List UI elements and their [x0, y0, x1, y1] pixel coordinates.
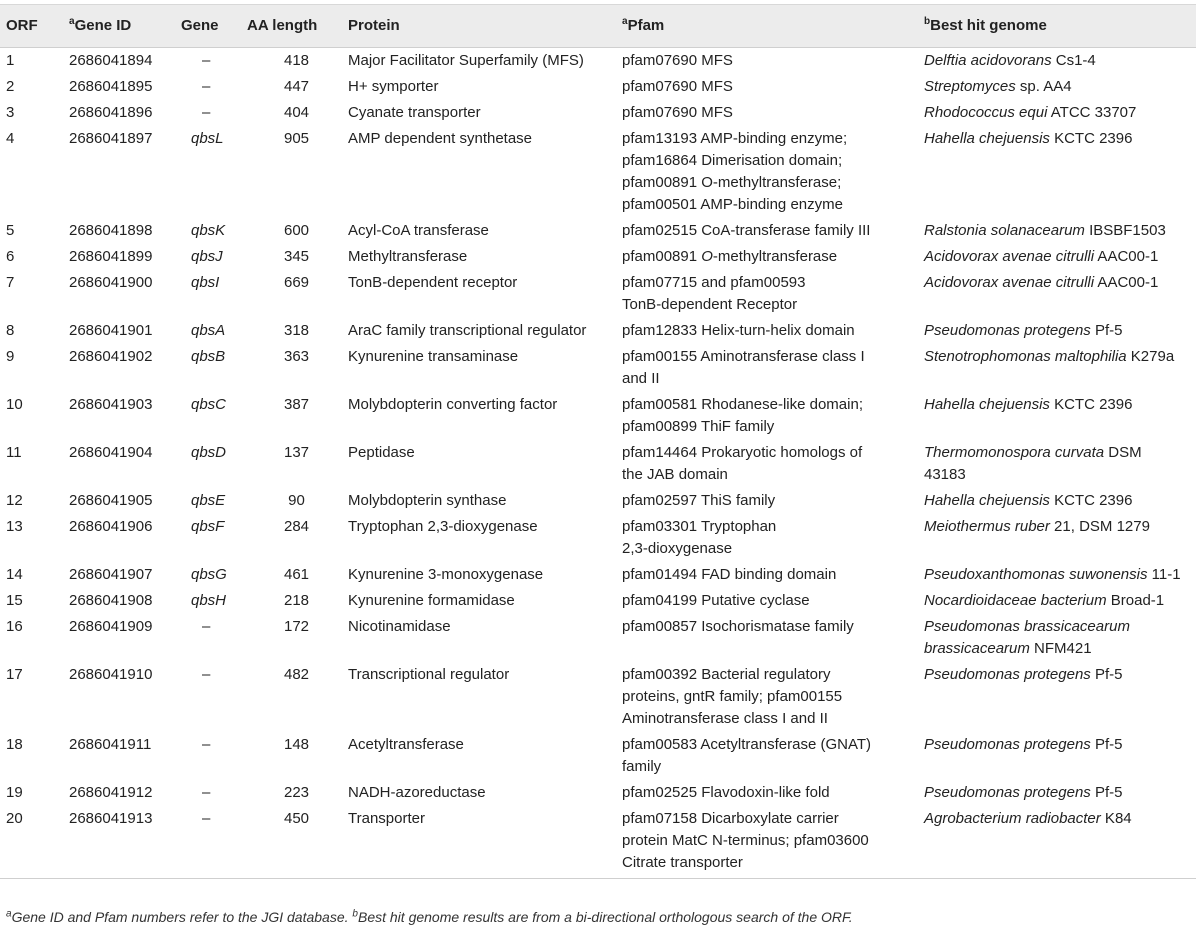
table-row: [0, 780, 1196, 806]
table-row: [0, 806, 1196, 879]
protein-cell: Peptidase: [348, 444, 415, 461]
pfam-line: family: [622, 758, 662, 775]
strain-name: sp. AA4: [1015, 78, 1072, 95]
best-hit-cell: [924, 780, 1196, 806]
gene-id-cell: 2686041894: [69, 52, 153, 69]
pfam-cell: [622, 126, 924, 218]
pfam-line: pfam00857 Isochorismatase family: [622, 618, 854, 635]
best-hit-line: [924, 50, 1196, 72]
gene-id-cell: 2686041898: [69, 222, 153, 239]
pfam-cell: [622, 270, 924, 318]
orf-cell: 15: [6, 592, 23, 609]
table-row: [0, 126, 1196, 218]
protein-cell: Transcriptional regulator: [348, 666, 510, 683]
pfam-line: pfam02515 CoA-transferase family III: [622, 222, 871, 239]
strain-name: K84: [1100, 810, 1132, 827]
best-hit-cell: [924, 732, 1196, 780]
protein-cell: Molybdopterin synthase: [348, 492, 507, 509]
protein-cell: Major Facilitator Superfamily (MFS): [348, 52, 584, 69]
best-hit-line: [924, 590, 1196, 612]
strain-name: KCTC 2396: [1049, 130, 1133, 147]
aa-length-cell: 284: [283, 518, 310, 535]
best-hit-line: [924, 464, 1196, 486]
gene-cell: qbsD: [191, 444, 227, 461]
gene-cell: –: [202, 784, 211, 801]
protein-cell: H+ symporter: [348, 78, 439, 95]
table-row: [0, 588, 1196, 614]
best-hit-cell: [924, 100, 1196, 126]
header-gene: [181, 5, 245, 48]
aa-length-cell: 905: [283, 130, 310, 147]
species-name: Hahella chejuensis: [924, 492, 1050, 509]
species-name: Pseudomonas brassicacearum: [924, 618, 1130, 635]
pfam-cell: [622, 662, 924, 732]
gene-cell: –: [202, 52, 211, 69]
footnote-b-text: Best hit genome results are from a bi-directional orthologous search of the ORF.: [357, 909, 853, 925]
pfam-cell: [622, 780, 924, 806]
best-hit-line: [924, 128, 1196, 150]
table-row: [0, 662, 1196, 732]
gene-id-cell: 2686041906: [69, 518, 153, 535]
best-hit-cell: [924, 392, 1196, 440]
gene-cell: –: [202, 618, 211, 635]
best-hit-line: [924, 394, 1196, 416]
table-row: [0, 218, 1196, 244]
protein-cell: AraC family transcriptional regulator: [348, 322, 587, 339]
aa-length-cell: 148: [283, 736, 310, 753]
orf-cell: 4: [6, 130, 15, 147]
strain-name: ATCC 33707: [1047, 104, 1137, 121]
header-aa-length: [245, 5, 348, 48]
aa-length-cell: 218: [283, 592, 310, 609]
best-hit-cell: [924, 244, 1196, 270]
gene-cell: –: [202, 78, 211, 95]
best-hit-line: [924, 490, 1196, 512]
orf-cell: 9: [6, 348, 15, 365]
header-protein: [348, 5, 622, 48]
table-row: [0, 48, 1196, 75]
table-row: [0, 392, 1196, 440]
footnote-marker-b: b: [352, 908, 358, 920]
table-row: [0, 614, 1196, 662]
best-hit-cell: [924, 218, 1196, 244]
strain-name: NFM421: [1029, 640, 1092, 657]
table-row: [0, 514, 1196, 562]
pfam-text: pfam00891: [622, 248, 702, 265]
best-hit-line: [924, 272, 1196, 294]
gene-cell: –: [202, 104, 211, 121]
best-hit-cell: [924, 126, 1196, 218]
species-name: Nocardioidaceae bacterium: [924, 592, 1107, 609]
pfam-cell: [622, 588, 924, 614]
best-hit-line: [924, 808, 1196, 830]
pfam-cell: [622, 218, 924, 244]
orf-cell: 10: [6, 396, 23, 413]
gene-id-cell: 2686041905: [69, 492, 153, 509]
header-orf-label: ORF: [6, 17, 38, 34]
pfam-line: pfam00581 Rhodanese-like domain;: [622, 396, 863, 413]
orf-cell: 3: [6, 104, 15, 121]
protein-cell: NADH-azoreductase: [348, 784, 486, 801]
strain-name: K279a: [1126, 348, 1175, 365]
strain-name: AAC00-1: [1094, 274, 1159, 291]
protein-cell: Cyanate transporter: [348, 104, 481, 121]
orf-cell: 8: [6, 322, 15, 339]
best-hit-line: [924, 102, 1196, 124]
protein-cell: Tryptophan 2,3-dioxygenase: [348, 518, 538, 535]
species-name: Ralstonia solanacearum: [924, 222, 1085, 239]
pfam-cell: [622, 806, 924, 879]
strain-name: Pf-5: [1090, 666, 1123, 683]
footnote-marker-a: a: [6, 908, 12, 920]
strain-name: Pf-5: [1090, 736, 1123, 753]
aa-length-cell: 600: [283, 222, 310, 239]
best-hit-line: [924, 246, 1196, 268]
protein-cell: Methyltransferase: [348, 248, 468, 265]
gene-cell: –: [202, 736, 211, 753]
pfam-line: pfam07715 and pfam00593: [622, 274, 806, 291]
strain-name: Cs1-4: [1051, 52, 1096, 69]
pfam-cell: [622, 100, 924, 126]
pfam-cell: [622, 344, 924, 392]
footnote-marker-a: a: [69, 16, 75, 27]
pfam-cell: [622, 392, 924, 440]
protein-cell: AMP dependent synthetase: [348, 130, 533, 147]
table-row: [0, 318, 1196, 344]
best-hit-cell: [924, 662, 1196, 732]
gene-cell: qbsL: [191, 130, 224, 147]
strain-name: KCTC 2396: [1049, 492, 1133, 509]
table-row: [0, 74, 1196, 100]
aa-length-cell: 223: [283, 784, 310, 801]
gene-id-cell: 2686041912: [69, 784, 153, 801]
best-hit-line: [924, 664, 1196, 686]
pfam-line: pfam03301 Tryptophan: [622, 518, 777, 535]
strain-name: 43183: [924, 466, 966, 483]
pfam-cell: [622, 318, 924, 344]
gene-id-cell: 2686041910: [69, 666, 153, 683]
gene-cell: qbsH: [191, 592, 227, 609]
gene-cell: qbsA: [191, 322, 226, 339]
gene-id-cell: 2686041897: [69, 130, 153, 147]
species-name: Hahella chejuensis: [924, 130, 1050, 147]
pfam-cell: [622, 562, 924, 588]
table-header: [0, 5, 1196, 48]
gene-cell: qbsI: [191, 274, 220, 291]
pfam-line: pfam02597 ThiS family: [622, 492, 776, 509]
pfam-text: -methyltransferase: [712, 248, 838, 265]
aa-length-cell: 172: [283, 618, 310, 635]
orf-cell: 16: [6, 618, 23, 635]
best-hit-cell: [924, 344, 1196, 392]
gene-cell: qbsE: [191, 492, 226, 509]
orf-cell: 12: [6, 492, 23, 509]
aa-length-cell: 447: [283, 78, 310, 95]
gene-cell: –: [202, 666, 211, 683]
best-hit-cell: [924, 514, 1196, 562]
pfam-line: and II: [622, 370, 660, 387]
protein-cell: Kynurenine formamidase: [348, 592, 515, 609]
protein-cell: Acyl-CoA transferase: [348, 222, 489, 239]
protein-cell: Transporter: [348, 806, 622, 879]
best-hit-cell: [924, 74, 1196, 100]
header-gene-label: Gene: [181, 17, 219, 34]
gene-cell: qbsC: [191, 396, 227, 413]
pfam-line: pfam00583 Acetyltransferase (GNAT): [622, 736, 871, 753]
best-hit-cell: [924, 318, 1196, 344]
aa-length-cell: 450: [245, 806, 348, 879]
species-name: Hahella chejuensis: [924, 396, 1050, 413]
pfam-text-italic: O: [701, 248, 713, 265]
best-hit-line: [924, 220, 1196, 242]
strain-name: KCTC 2396: [1049, 396, 1133, 413]
best-hit-line: [924, 616, 1196, 638]
footnote-marker-a: a: [622, 16, 628, 27]
gene-id-cell: 2686041907: [69, 566, 153, 583]
best-hit-line: [924, 516, 1196, 538]
aa-length-cell: 461: [283, 566, 310, 583]
aa-length-cell: 669: [283, 274, 310, 291]
pfam-line: pfam07690 MFS: [622, 52, 733, 69]
strain-name: IBSBF1503: [1084, 222, 1166, 239]
table-row: [0, 244, 1196, 270]
aa-length-cell: 404: [283, 104, 310, 121]
orf-cell: 14: [6, 566, 23, 583]
gene-id-cell: 2686041895: [69, 78, 153, 95]
gene-id-cell: 2686041901: [69, 322, 153, 339]
aa-length-cell: 137: [283, 444, 310, 461]
species-name: Agrobacterium radiobacter: [924, 810, 1101, 827]
pfam-line: TonB-dependent Receptor: [622, 296, 798, 313]
species-name: Pseudomonas protegens: [924, 784, 1091, 801]
protein-cell: Acetyltransferase: [348, 736, 464, 753]
orf-cell: 1: [6, 52, 15, 69]
pfam-line: 2,3-dioxygenase: [622, 540, 733, 557]
best-hit-line: [924, 442, 1196, 464]
footnote-marker-b: b: [924, 16, 931, 27]
species-name: Delftia acidovorans: [924, 52, 1052, 69]
best-hit-cell: [924, 614, 1196, 662]
pfam-line: pfam00155 Aminotransferase class I: [622, 348, 865, 365]
strain-name: AAC00-1: [1094, 248, 1159, 265]
pfam-line: pfam02525 Flavodoxin-like fold: [622, 784, 830, 801]
table-footnote: [6, 909, 853, 925]
gene-id-cell: 2686041913: [69, 806, 181, 879]
gene-cell: –: [181, 806, 245, 879]
gene-id-cell: 2686041904: [69, 444, 153, 461]
species-name: brassicacearum: [924, 640, 1030, 657]
pfam-line: pfam00899 ThiF family: [622, 418, 775, 435]
best-hit-line: [924, 564, 1196, 586]
orf-cell: 7: [6, 274, 15, 291]
header-aa-length-label: AA length: [247, 17, 318, 34]
gene-id-cell: 2686041902: [69, 348, 153, 365]
pfam-cell: [622, 488, 924, 514]
protein-cell: Nicotinamidase: [348, 618, 451, 635]
pfam-line: pfam07158 Dicarboxylate carrier: [622, 810, 839, 827]
protein-cell: Kynurenine transaminase: [348, 348, 519, 365]
best-hit-cell: [924, 588, 1196, 614]
pfam-line: pfam13193 AMP-binding enzyme;: [622, 130, 848, 147]
aa-length-cell: 90: [288, 492, 305, 509]
pfam-cell: [622, 614, 924, 662]
aa-length-cell: 363: [283, 348, 310, 365]
gene-id-cell: 2686041896: [69, 104, 153, 121]
species-name: Meiothermus ruber: [924, 518, 1050, 535]
strain-name: 21, DSM 1279: [1049, 518, 1150, 535]
aa-length-cell: 418: [283, 52, 310, 69]
best-hit-cell: [924, 806, 1196, 879]
header-gene-id: [69, 5, 181, 48]
best-hit-cell: [924, 562, 1196, 588]
aa-length-cell: 482: [283, 666, 310, 683]
header-best-hit: [924, 5, 1196, 48]
protein-cell: Molybdopterin converting factor: [348, 396, 558, 413]
gene-id-cell: 2686041911: [69, 736, 152, 753]
best-hit-cell: [924, 48, 1196, 75]
orf-cell: 20: [0, 806, 69, 879]
pfam-line: pfam00392 Bacterial regulatory: [622, 666, 831, 683]
species-name: Pseudoxanthomonas suwonensis: [924, 566, 1148, 583]
orf-cell: 6: [6, 248, 15, 265]
aa-length-cell: 345: [283, 248, 310, 265]
pfam-line: pfam00501 AMP-binding enzyme: [622, 196, 843, 213]
pfam-line: pfam01494 FAD binding domain: [622, 566, 837, 583]
best-hit-line: [924, 76, 1196, 98]
strain-name: 11-1: [1147, 566, 1181, 583]
aa-length-cell: 387: [283, 396, 310, 413]
species-name: Stenotrophomonas maltophilia: [924, 348, 1127, 365]
protein-cell: TonB-dependent receptor: [348, 274, 518, 291]
best-hit-line: [924, 638, 1196, 660]
orf-cell: 2: [6, 78, 15, 95]
gene-cell: qbsB: [191, 348, 226, 365]
orf-cell: 17: [6, 666, 23, 683]
best-hit-cell: [924, 440, 1196, 488]
pfam-cell: [622, 74, 924, 100]
protein-cell: Kynurenine 3-monoxygenase: [348, 566, 544, 583]
table-row: [0, 488, 1196, 514]
species-name: Pseudomonas protegens: [924, 736, 1091, 753]
gene-cell: qbsF: [191, 518, 225, 535]
pfam-line: Citrate transporter: [622, 854, 743, 871]
species-name: Rhodococcus equi: [924, 104, 1048, 121]
pfam-line: protein MatC N-terminus; pfam03600: [622, 832, 869, 849]
gene-id-cell: 2686041899: [69, 248, 153, 265]
species-name: Acidovorax avenae citrulli: [924, 248, 1095, 265]
orf-cell: 13: [6, 518, 23, 535]
table-body: [0, 48, 1196, 879]
pfam-line: the JAB domain: [622, 466, 728, 483]
pfam-line: pfam07690 MFS: [622, 78, 733, 95]
pfam-line: pfam00891 O-methyltransferase;: [622, 174, 842, 191]
species-name: Pseudomonas protegens: [924, 322, 1091, 339]
header-row: [0, 5, 1196, 48]
pfam-cell: [622, 48, 924, 75]
header-protein-label: Protein: [348, 17, 400, 34]
best-hit-cell: [924, 488, 1196, 514]
pfam-cell: [622, 732, 924, 780]
orf-cell: 11: [6, 444, 22, 461]
best-hit-line: [924, 782, 1196, 804]
species-name: Streptomyces: [924, 78, 1016, 95]
gene-id-cell: 2686041903: [69, 396, 153, 413]
strain-name: Pf-5: [1090, 784, 1123, 801]
gene-cell: qbsK: [191, 222, 226, 239]
species-name: Thermomonospora curvata: [924, 444, 1105, 461]
strain-name: DSM: [1104, 444, 1142, 461]
header-gene-id-label: Gene ID: [74, 17, 132, 34]
pfam-cell: [622, 514, 924, 562]
pfam-line: pfam14464 Prokaryotic homologs of: [622, 444, 863, 461]
table-row: [0, 270, 1196, 318]
pfam-line: [622, 246, 924, 268]
table-row: [0, 344, 1196, 392]
species-name: Acidovorax avenae citrulli: [924, 274, 1095, 291]
header-best-hit-label: Best hit genome: [930, 17, 1047, 34]
header-pfam: [622, 5, 924, 48]
pfam-line: pfam12833 Helix-turn-helix domain: [622, 322, 855, 339]
pfam-cell: [622, 440, 924, 488]
gene-id-cell: 2686041908: [69, 592, 153, 609]
pfam-line: pfam07690 MFS: [622, 104, 733, 121]
pfam-line: proteins, gntR family; pfam00155: [622, 688, 843, 705]
header-pfam-label: Pfam: [627, 17, 665, 34]
gene-cell: qbsG: [191, 566, 227, 583]
gene-id-cell: 2686041900: [69, 274, 153, 291]
orf-cell: 5: [6, 222, 15, 239]
orf-cell: 18: [6, 736, 23, 753]
best-hit-cell: [924, 270, 1196, 318]
best-hit-line: [924, 346, 1196, 368]
strain-name: Broad-1: [1106, 592, 1165, 609]
gene-id-cell: 2686041909: [69, 618, 153, 635]
gene-cell: qbsJ: [191, 248, 223, 265]
orf-table: [0, 4, 1196, 879]
footnote-a-text: Gene ID and Pfam numbers refer to the JGI database.: [11, 909, 353, 925]
aa-length-cell: 318: [283, 322, 310, 339]
orf-cell: 19: [6, 784, 23, 801]
table-row: [0, 440, 1196, 488]
table-row: [0, 100, 1196, 126]
best-hit-line: [924, 734, 1196, 756]
header-orf: [0, 5, 69, 48]
best-hit-line: [924, 320, 1196, 342]
table-row: [0, 562, 1196, 588]
pfam-cell: [622, 244, 924, 270]
pfam-line: pfam16864 Dimerisation domain;: [622, 152, 843, 169]
species-name: Pseudomonas protegens: [924, 666, 1091, 683]
table-row: [0, 732, 1196, 780]
pfam-line: Aminotransferase class I and II: [622, 710, 828, 727]
strain-name: Pf-5: [1090, 322, 1123, 339]
pfam-line: pfam04199 Putative cyclase: [622, 592, 810, 609]
